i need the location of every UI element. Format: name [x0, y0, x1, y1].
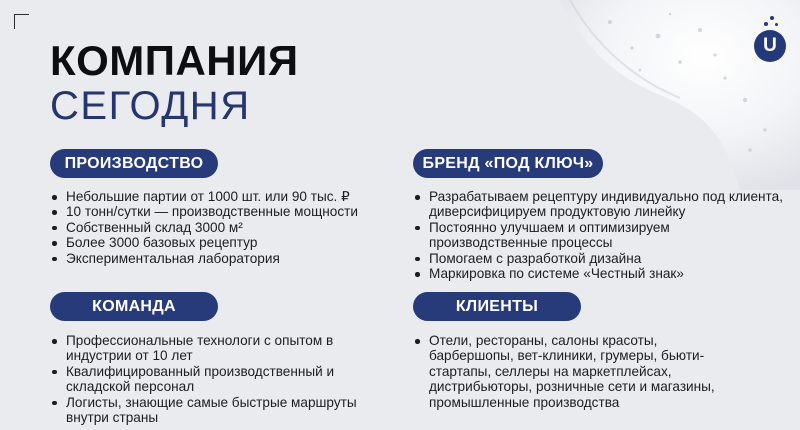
logo-bubbles-icon — [762, 14, 780, 28]
list-item: Собственный склад 3000 м² — [50, 220, 370, 235]
section-heading-team-label: КОМАНДА — [92, 297, 176, 315]
section-heading-clients — [413, 292, 581, 321]
list-item: Экспериментальная лаборатория — [50, 251, 370, 266]
brand-logo-letter: U — [763, 35, 777, 56]
list-item: Разрабатываем рецептуру индивидуально под клиента, диверсифицируем продуктовую линейку — [413, 189, 785, 220]
section-heading-team — [50, 292, 218, 321]
list-item: Более 3000 базовых рецептур — [50, 235, 370, 250]
section-heading-production-label: ПРОИЗВОДСТВО — [64, 154, 204, 172]
brand-list — [413, 189, 785, 281]
brand-logo — [754, 30, 786, 62]
list-item: Небольшие партии от 1000 шт. или 90 тыс. ₽ — [50, 189, 370, 204]
list-item: 10 тонн/сутки — производственные мощности — [50, 204, 370, 219]
list-item: Отели, рестораны, салоны красоты, барбершопы, вет-клиники, грумеры, бьюти-стартапы, селлеры на маркетплейсах, дистрибьюторы, розничные сети и магазины, промышленные производства — [413, 333, 731, 410]
section-heading-brand-label: БРЕНД «ПОД КЛЮЧ» — [422, 154, 594, 172]
clients-list — [413, 333, 731, 410]
page-subtitle: СЕГОДНЯ — [50, 84, 251, 128]
production-list — [50, 189, 370, 266]
page-title: КОМПАНИЯ — [50, 37, 299, 84]
section-heading-clients-label: КЛИЕНТЫ — [455, 297, 539, 315]
section-heading-production — [50, 149, 218, 178]
list-item: Логисты, знающие самые быстрые маршруты внутри страны — [50, 395, 360, 426]
list-item: Помогаем с разработкой дизайна — [413, 251, 785, 266]
team-list — [50, 333, 360, 425]
list-item: Профессиональные технологи с опытом в индустрии от 10 лет — [50, 333, 360, 364]
list-item: Маркировка по системе «Честный знак» — [413, 266, 785, 281]
list-item: Постоянно улучшаем и оптимизируем производственные процессы — [413, 220, 785, 251]
list-item: Квалифицированный производственный и складской персонал — [50, 364, 360, 395]
section-heading-brand — [413, 149, 603, 178]
corner-frame-mark — [14, 14, 29, 29]
